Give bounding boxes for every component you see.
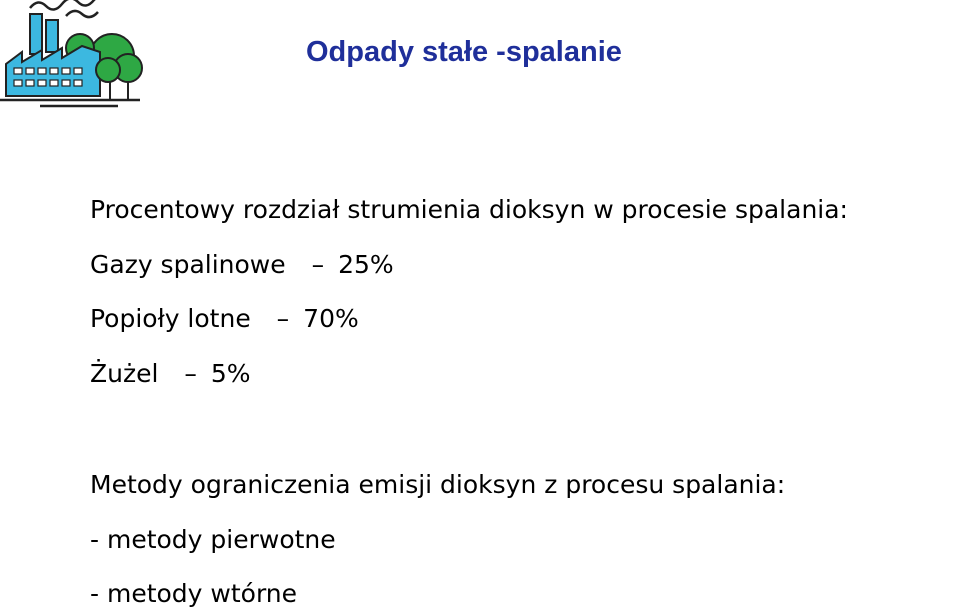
fraction-dash: – xyxy=(276,304,290,333)
methods-heading: Metody ograniczenia emisji dioksyn z procesu spalania: xyxy=(90,470,786,499)
fraction-fly-ash xyxy=(90,306,359,331)
fraction-flue-gas xyxy=(90,252,394,277)
fraction-value: 5% xyxy=(210,359,251,388)
fraction-value: 70% xyxy=(303,304,359,333)
fraction-dash: – xyxy=(311,250,325,279)
fraction-label: Popioły lotne xyxy=(90,304,251,333)
fraction-label: Żużel xyxy=(90,359,159,388)
fraction-dash: – xyxy=(184,359,197,388)
intro-text: Procentowy rozdział strumienia dioksyn w procesie spalania: xyxy=(90,195,848,224)
fraction-label: Gazy spalinowe xyxy=(90,250,286,279)
fraction-value: 25% xyxy=(338,250,394,279)
slide-title: Odpady stałe -spalanie xyxy=(306,36,622,68)
method-item: - metody pierwotne xyxy=(90,525,336,554)
factory-with-trees-icon xyxy=(0,0,150,110)
method-item: - metody wtórne xyxy=(90,579,298,608)
fraction-slag xyxy=(90,361,251,386)
